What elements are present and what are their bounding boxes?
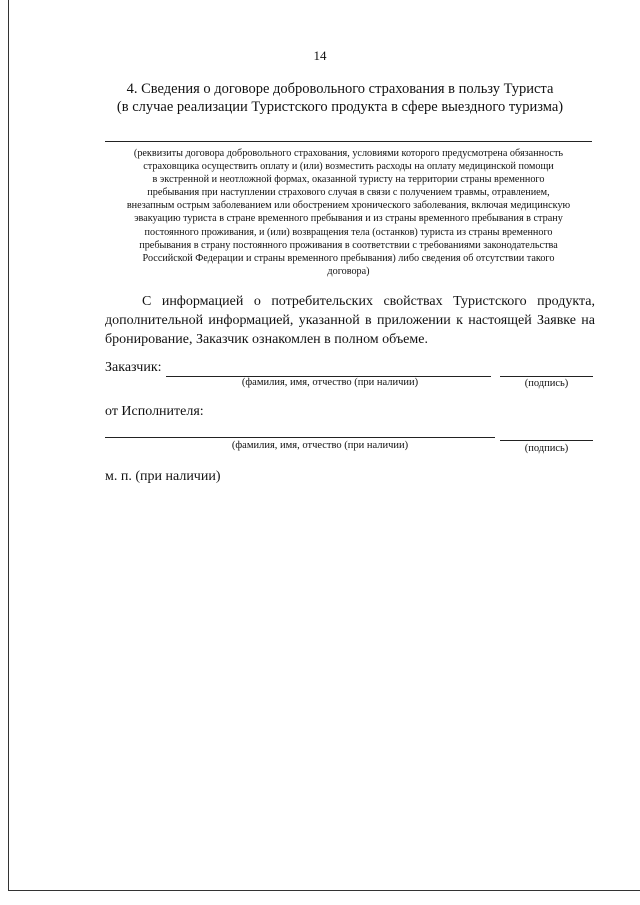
- stamp-label: м. п. (при наличии): [105, 469, 221, 484]
- note-line: в экстренной и неотложной формах, оказанной туристу на территории страны временного: [152, 174, 545, 186]
- executor-signature-caption: (подпись): [524, 443, 569, 454]
- section-title: [60, 80, 620, 116]
- note-line: пребывания при наступлении страхового случая в связи с получением травмы, отравлением,: [147, 187, 550, 199]
- customer-signature-line: [500, 376, 593, 377]
- page-number: 14: [313, 48, 327, 63]
- note-line: постоянного проживания, и (или) возвращения тела (останков) туриста из страны временного: [144, 226, 553, 238]
- acknowledgement-paragraph: С информацией о потребительских свойствах Туристского продукта, дополнительной информацией, указанной в приложении к настоящей Заявке на бронирование, Заказчик ознакомлен в полном объеме.: [105, 294, 595, 347]
- note-line: договора): [327, 265, 370, 277]
- note-line: страховщика осуществить оплату и (или) возместить расходы на оплату медицинской помощи: [143, 161, 554, 173]
- section-title-line-1: 4. Сведения о договоре добровольного страхования в пользу Туриста: [126, 81, 554, 97]
- customer-fio-caption: (фамилия, имя, отчество (при наличии): [241, 377, 419, 388]
- insurance-details-line: [105, 141, 592, 142]
- section-title-line-2: (в случае реализации Туристского продукта в сфере выездного туризма): [116, 99, 564, 115]
- note-line: эвакуацию туриста в стране временного пребывания и из страны временного пребывания в страну: [134, 213, 563, 225]
- executor-signature-line: [500, 440, 593, 441]
- customer-signature-caption: (подпись): [524, 378, 569, 389]
- note-line: внезапным острым заболеванием или обострением хронического заболевания, включая медицинскую: [126, 200, 571, 212]
- customer-label: Заказчик:: [105, 360, 162, 375]
- executor-label: от Исполнителя:: [105, 404, 204, 419]
- insurance-details-note: [105, 147, 592, 278]
- executor-name-line: [105, 437, 495, 438]
- note-line: (реквизиты договора добровольного страхования, условиями которого предусмотрена обязанность: [133, 148, 564, 159]
- note-line: пребывания в страну постоянного проживания в соответствии с требованиями законодательства: [139, 239, 558, 251]
- executor-fio-caption: (фамилия, имя, отчество (при наличии): [231, 440, 409, 451]
- page-edge-bottom: [8, 890, 640, 891]
- page-edge-left: [8, 0, 9, 890]
- note-line: Российской Федерации и страны временного пребывания) либо сведения об отсутствии такого: [142, 252, 555, 264]
